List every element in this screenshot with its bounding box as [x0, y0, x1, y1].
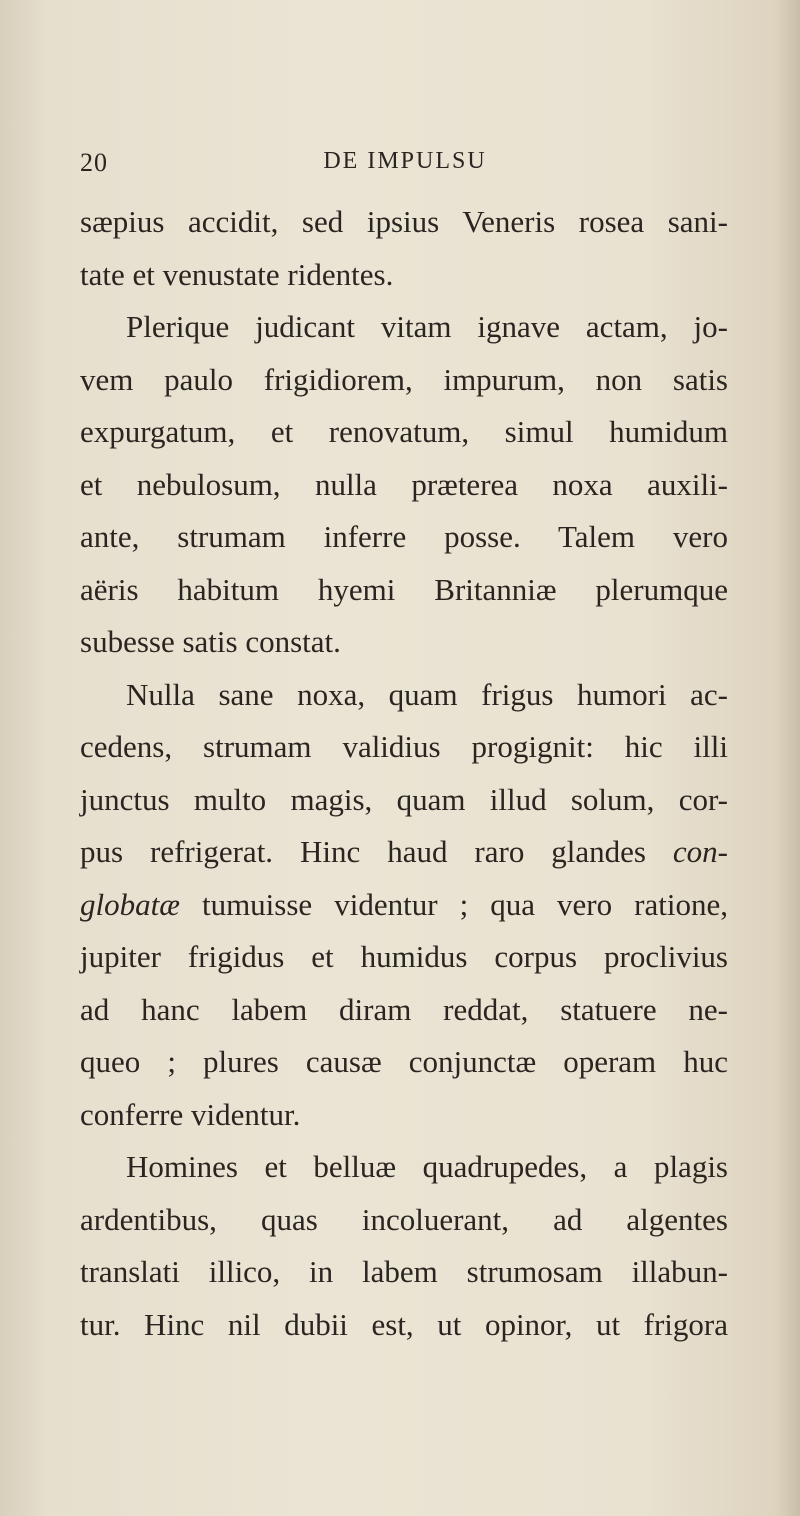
text-line: et nebulosum, nulla præterea noxa auxili- [80, 466, 728, 502]
text-line: queo ; plures causæ conjunctæ operam huc [80, 1044, 728, 1079]
text-line-roman: tumuisse videntur ; qua vero ratione, [179, 886, 728, 922]
text-line: ardentibus, quas incoluerant, ad algentes [80, 1201, 728, 1237]
text-line: Plerique judicant vitam ignave actam, jo- [126, 309, 728, 344]
text-line: cedens, strumam validius progignit: hic illi [80, 729, 728, 764]
text-line [80, 879, 728, 932]
page-number: 20 [80, 148, 108, 177]
text-line: Homines et belluæ quadrupedes, a plagis [126, 1149, 728, 1184]
text-line: tur. Hinc nil dubii est, ut opinor, ut frigora [80, 1306, 728, 1342]
text-line: conferre videntur. [80, 1096, 301, 1132]
text-line: aëris habitum hyemi Britanniæ plerumque [80, 571, 728, 607]
body-text [80, 196, 728, 1351]
text-line-italic: globatæ [80, 886, 180, 922]
text-line: sæpius accidit, sed ipsius Veneris rosea sani- [80, 204, 728, 239]
text-line: subesse satis constat. [80, 624, 341, 659]
text-line: Nulla sane noxa, quam frigus humori ac- [126, 676, 728, 712]
text-line: ad hanc labem diram reddat, statuere ne- [80, 991, 728, 1027]
page-header [80, 148, 730, 178]
text-line-italic: con- [672, 834, 728, 869]
text-line: junctus multo magis, quam illud solum, cor- [80, 781, 728, 817]
text-line: jupiter frigidus et humidus corpus proclivius [80, 939, 728, 974]
text-line: translati illico, in labem strumosam illabun- [80, 1254, 728, 1289]
text-line: expurgatum, et renovatum, simul humidum [80, 414, 728, 449]
text-line: tate et venustate ridentes. [80, 256, 394, 292]
text-line: vem paulo frigidiorem, impurum, non satis [80, 361, 728, 397]
text-line [80, 826, 728, 879]
running-head: DE IMPULSU [323, 148, 487, 174]
text-line: ante, strumam inferre posse. Talem vero [80, 519, 728, 554]
text-line-roman: pus refrigerat. Hinc haud raro glandes [80, 834, 673, 869]
